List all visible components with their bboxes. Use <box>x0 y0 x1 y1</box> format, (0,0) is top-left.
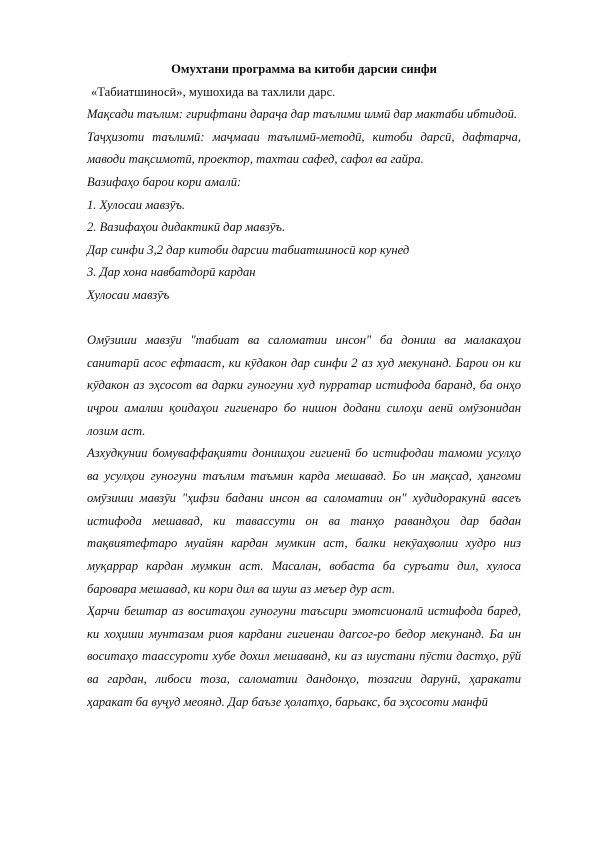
task-item: Дар синфи 3,2 дар китоби дарсии табиатшиносӣ кор кунед <box>87 242 410 257</box>
document-title: Омухтани программа ва китоби дарсии синфи <box>171 62 437 76</box>
task-item: 3. Дар хона навбатдорӣ кардан <box>87 265 256 280</box>
document-subtitle: «Табиатшиносӣ», мушохида ва тахлили дарс. <box>91 84 336 99</box>
task-item: 1. Хулосаи мавзӯъ. <box>87 197 186 212</box>
goal-text: Мақсади таълим: гирифтани дараҷа дар таълими илмӣ дар мактаби ибтидоӣ. <box>87 107 518 122</box>
body-paragraph: Азхудкунии бомуваффақияти донишҳои гигиенӣ бо истифодаи тамоми усулҳо ва усулҳои гуногуни таълим таъмин карда мешавад. Бо ин мақсад, ҳангоми омӯзиши мавзӯи "ҳифзи бадани инсон ва саломатии он" худидоракунӣ васеъ истифода мешавад, ки тавассути он ва танҳо равандҳои дар бадан тақвиятефтаро муайян кардан мумкин аст, балки некӯаҳволии худро низ муқаррар кардан мумкин аст. Масалан, вобаста ба суръати дил, хулоса баровара мешавад, ки кори дил ва шуш аз меъер дур аст. <box>87 446 521 596</box>
tasks-heading: Вазифаҳо барои кори амалӣ: <box>87 174 242 189</box>
document-page <box>87 58 521 713</box>
body-paragraph: Омӯзиши мавзӯи "табиат ва саломатии инсон" ба дониш ва малакаҳои санитарӣ асос ефтааст, ки кӯдакон дар синфи 2 аз худ мекунанд. Барои он ки кӯдакон аз эҳсосот ва дарки гуногуни худ пурратар истифода баранд, ба онҳо иҷрои амалии қоидаҳои гигиенаро бо нишон додани силоҳи аенӣ омӯзонидан лозим аст. <box>87 333 521 438</box>
body-paragraph: Ҳарчи бештар аз воситаҳои гуногуни таъсири эмотсионалӣ истифода баред, ки хоҳиши мунтазам риоя кардани гигиенаи даrсог-ро бедор мекунанд. Ба ин воситаҳо таассуроти хубе дохил мешаванд, ки аз шустани пӯсти дастҳо, рӯй ва гардан, либоси тоза, саломатии дандонҳо, тозагии дарунӣ, ҳаракати ҳаракат ба вуҷуд меоянд. Дар баъзе ҳолатҳо, барьакс, ба эҳсосоти манфӣ <box>87 604 521 709</box>
equipment-text: Таҷҳизоти таълимӣ: маҷмааи таълимӣ-методӣ, китоби дарсӣ, дафтарча, маводи тақсимотӣ, проектор, тахтаи сафед, сафол ва гайра. <box>87 129 521 167</box>
blank-line <box>87 307 521 330</box>
task-item: 2. Вазифаҳои дидактикӣ дар мавзӯъ. <box>87 220 286 235</box>
task-item: Хулосаи мавзӯъ <box>87 287 170 302</box>
